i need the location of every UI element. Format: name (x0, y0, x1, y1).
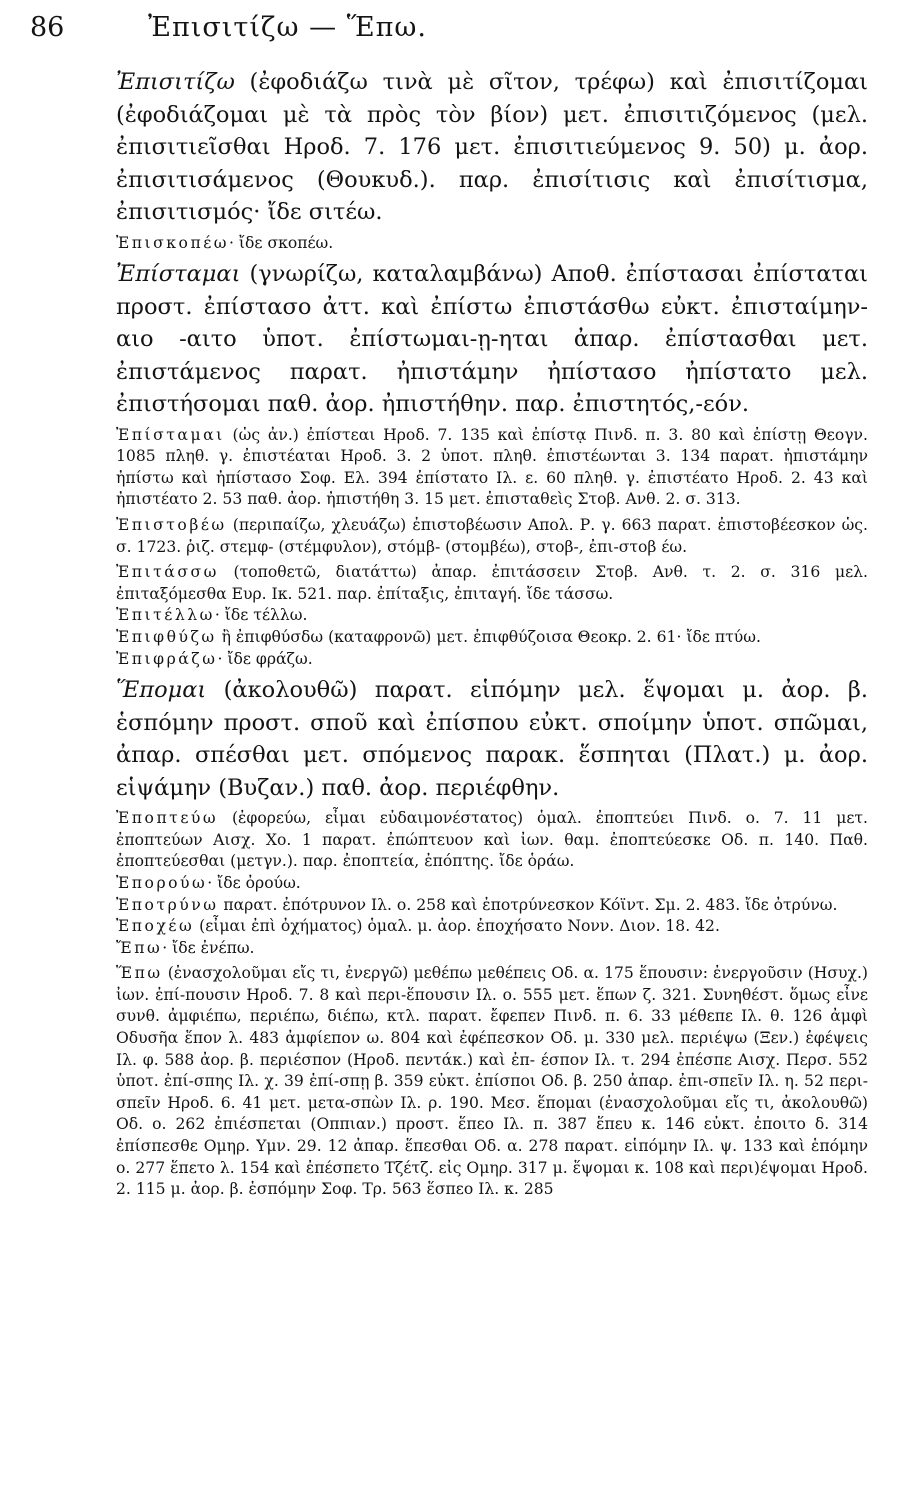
entry-text: (τοποθετῶ, διατάττω) ἀπαρ. ἐπιτάσσειν Στοβ. Ανθ. τ. 2. σ. 316 μελ. ἐπιταξόμεσθα Ευρ. Ικ. 521. παρ. ἐπίταξις, ἐπιταγή. ἴδε τάσσω. (116, 563, 868, 603)
entry-epiphthyzo (116, 627, 868, 649)
entry-text: · ἴδε ἐνέπω. (162, 938, 255, 957)
running-head (30, 12, 868, 66)
entry-text: · ἴδε τέλλω. (214, 606, 308, 625)
entry-epitasso (116, 562, 868, 605)
entry-text: ἢ ἐπιφθύσδω (καταφρονῶ) μετ. ἐπιφθύζοισα Θεοκρ. 2. 61· ἴδε πτύω. (216, 627, 761, 646)
entry-text: (ἐφορεύω, εἶμαι εὐδαιμονέστατος) ὁμαλ. ἐποπτεύει Πινδ. ο. 7. 11 μετ. ἐποπτεύων Αισχ. Χο. 1 παρατ. ἐπώπτευον καὶ ἰων. θαμ. ἐποπτεύεσκε Οδ. π. 140. Παθ. ἐποπτεύεσθαι (μετγν.). παρ. ἐποπτεία, ἐπόπτης. ἴδε ὁράω. (116, 809, 868, 871)
entry-text: (ὡς ἀν.) ἐπίστεαι Ηροδ. 7. 135 καὶ ἐπίστᾳ Πινδ. π. 3. 80 καὶ ἐπίστῃ Θεογν. 1085 πληθ. γ. ἐπιστέαται Ηροδ. 3. 2 ὑποτ. πληθ. ἐπιστέωνται 3. 134 παρατ. ἠπιστάμην ἠπίστω καὶ ἠπίστασο Σοφ. Ελ. 394 ἐπίστατο Ιλ. ε. 60 πληθ. γ. ἐπιστέατο Ηροδ. 2. 43 καὶ ἠπιστέατο 2. 53 παθ. ἀορ. ἠπιστήθη 3. 15 μετ. ἐπισταθεὶς Στοβ. Ανθ. 2. σ. 313. (116, 425, 868, 509)
entry-lemma: Ἐπιτάσσω (116, 563, 219, 582)
entry-lemma: Ἐπισκοπέω (116, 233, 229, 252)
entry-text: · ἴδε σκοπέω. (229, 233, 334, 252)
entry-lemma: Ἐπισιτίζω (116, 69, 235, 95)
entry-epo-1 (116, 938, 868, 960)
entry-text: · ἴδε ὀρούω. (207, 873, 301, 892)
entry-text: (γνωρίζω, καταλαμβάνω) Αποθ. ἐπίστασαι ἐπίσταται προστ. ἐπίστασο ἀττ. καὶ ἐπίστω ἐπιστάσθω εὐκτ. ἐπισταίμην-αιο -αιτο ὑποτ. ἐπίστωμαι-ῃ-ηται ἀπαρ. ἐπίστασθαι μετ. ἐπιστάμενος παρατ. ἠπιστάμην ἠπίστασο ἠπίστατο μελ. ἐπιστήσομαι παθ. ἀορ. ἠπιστήθην. παρ. ἐπιστητός,-εόν. (116, 261, 868, 418)
entry-hepomai (116, 674, 868, 804)
entry-episkopeo (116, 233, 868, 255)
entry-lemma: Ἐπιφράζω (116, 649, 218, 668)
entry-hepo-2 (116, 963, 868, 1201)
entry-text: (εἶμαι ἐπὶ ὀχήματος) ὁμαλ. μ. ἀορ. ἐποχήσατο Νονν. Διον. 18. 42. (194, 917, 720, 936)
running-title: Ἐπισιτίζω — Ἕπω. (148, 12, 427, 43)
entry-lemma: Ἐπορούω (116, 873, 208, 892)
entry-lemma: Ἐποτρύνω (116, 895, 219, 914)
entry-lemma: Ἐποπτεύω (116, 809, 219, 828)
entry-epocheo (116, 916, 868, 938)
entry-lemma: Ἐπιστοβέω (116, 515, 227, 534)
entry-epitello (116, 605, 868, 627)
entry-episitizo (116, 66, 868, 229)
entry-lemma: Ἐπιφθύζω (116, 627, 217, 646)
entry-eporouo (116, 873, 868, 895)
entry-text: παρατ. ἐπότρυνον Ιλ. ο. 258 καὶ ἐποτρύνεσκον Κόϊντ. Σμ. 2. 483. ἴδε ὀτρύνω. (218, 895, 838, 914)
entry-epistamai-notes (116, 425, 868, 511)
entry-epopteuo (116, 808, 868, 873)
entry-epistobeo (116, 515, 868, 558)
entry-lemma: Ἐπίσταμαι (116, 261, 241, 288)
entry-lemma: Ἕπομαι (116, 677, 207, 704)
entry-lemma: Ἕπω (116, 964, 163, 983)
entry-text: (ἐφοδιάζω τινὰ μὲ σῖτον, τρέφω) καὶ ἐπισιτίζομαι (ἐφοδιάζομαι μὲ τὰ πρὸς τὸν βίον) μετ. ἐπισιτιζόμενος (μελ. ἐπισιτιεῖσθαι Ηροδ. 7. 176 μετ. ἐπισιτιεύμενος 9. 50) μ. ἀορ. ἐπισιτισάμενος (Θουκυδ.). παρ. ἐπισίτισις καὶ ἐπισίτισμα, ἐπισιτισμός· ἴδε σιτέω. (116, 69, 868, 225)
entry-epiphrazo (116, 649, 868, 671)
entry-lemma: Ἐπίσταμαι (116, 425, 225, 444)
entry-epotryno (116, 895, 868, 917)
entry-lemma: Ἔπω (116, 938, 163, 957)
entry-text: · ἴδε φράζω. (217, 649, 313, 668)
entry-epistamai (116, 258, 868, 421)
entry-text: (ἀκολουθῶ) παρατ. εἱπόμην μελ. ἕψομαι μ. ἀορ. β. ἑσπόμην προστ. σποῦ καὶ ἐπίσπου εὐκτ. σποίμην ὑποτ. σπῶμαι, ἀπαρ. σπέσθαι μετ. σπόμενος παρακ. ἕσπηται (Πλατ.) μ. ἀορ. εἱψάμην (Βυζαν.) παθ. ἀορ. περιέφθην. (116, 677, 868, 801)
entry-text: (ἐνασχολοῦμαι εἴς τι, ἐνεργῶ) μεθέπω μεθέπεις Οδ. α. 175 ἕπουσιν: ἐνεργοῦσιν (Ησυχ.) ἰων. ἐπί-πουσιν Ηροδ. 7. 8 καὶ περι-ἕπουσιν Ιλ. ο. 555 μετ. ἕπων ζ. 321. Συνηθέστ. ὅμως εἶνε συνθ. ἀμφιέπω, περιέπω, διέπω, κτλ. παρατ. ἔφεπεν Πινδ. π. 6. 33 μέθεπε Ιλ. θ. 126 ἀμφὶ Οδυσῆα ἕπον λ. 483 ἀμφίεπον ω. 804 καὶ ἐφέπεσκον Οδ. μ. 330 μελ. περιέψω (Ξεν.) ἐφέψεις Ιλ. φ. 588 ἀορ. β. περιέσπον (Ηροδ. πεντάκ.) καὶ ἐπ- έσπον Ιλ. τ. 294 ἐπέσπε Αισχ. Περσ. 552 ὑποτ. ἐπί-σπης Ιλ. χ. 39 ἐπί-σπῃ β. 359 εὐκτ. ἐπίσποι Οδ. β. 250 ἀπαρ. ἐπι-σπεῖν Ιλ. η. 52 περι-σπεῖν Ηροδ. 6. 41 μετ. μετα-σπὼν Ιλ. ρ. 190. Μεσ. ἕπομαι (ἐνασχολοῦμαι εἴς τι, ἀκολουθῶ) Οδ. ο. 262 ἐπιέσπεται (Οππιαν.) προστ. ἕπεο Ιλ. π. 387 ἕπευ κ. 146 εὐκτ. ἐποιτο δ. 314 ἐπίσπεσθε Ομηρ. Υμν. 29. 12 ἀπαρ. ἕπεσθαι Οδ. α. 278 παρατ. εἱπόμην Ιλ. ψ. 133 καὶ ἑπόμην ο. 277 ἕπετο λ. 154 καὶ ἐπέσπετο Τζέτζ. εἰς Ομηρ. 317 μ. ἕψομαι κ. 108 καὶ περι)έψομαι Ηροδ. 2. 115 μ. ἀορ. β. ἑσπόμην Σοφ. Τρ. 563 ἕσπεο Ιλ. κ. 285 (116, 964, 868, 1199)
page-number: 86 (30, 12, 65, 43)
entry-lemma: Ἐπιτέλλω (116, 606, 215, 625)
entry-lemma: Ἐποχέω (116, 917, 195, 936)
entry-text: (περιπαίζω, χλευάζω) ἐπιστοβέωσιν Απολ. Ρ. γ. 663 παρατ. ἐπιστοβέεσκον ὡς. σ. 1723. ῥιζ. στεμφ- (στέμφυλον), στόμβ- (στομβέω), στοβ-, ἐπι-στοβ έω. (116, 515, 868, 556)
